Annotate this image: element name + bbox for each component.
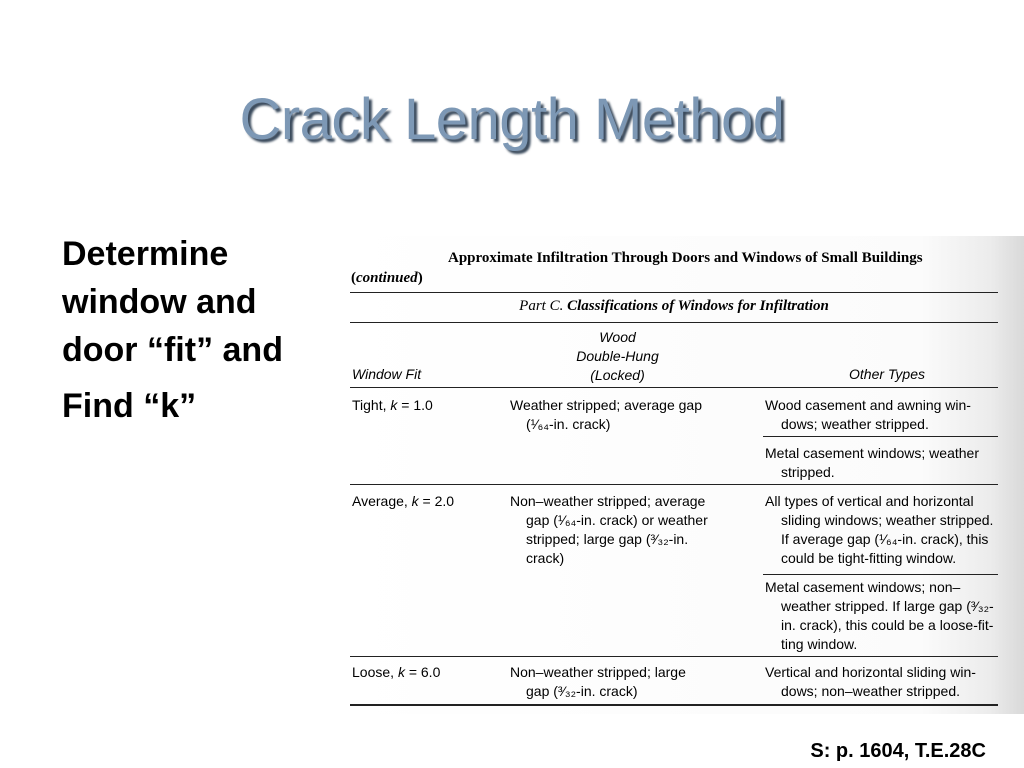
row-average-other-a: [765, 492, 997, 568]
bullet-line-4: Find “k”: [62, 387, 197, 425]
cell-line: Non–weather stripped; average: [510, 493, 706, 509]
bullet-line-2: window and: [62, 283, 257, 321]
table-rule-row: [350, 656, 998, 657]
fit-value: = 6.0: [404, 664, 441, 680]
table-rule-top: [350, 292, 998, 293]
header-wood-2: Double-Hung: [576, 348, 659, 364]
cell-line: could be tight-fitting window.: [781, 550, 957, 566]
cell-line: ting window.: [781, 636, 858, 652]
row-loose-other-a: [765, 663, 997, 701]
table-continued: (continued): [351, 270, 423, 286]
row-tight-wood: [510, 396, 755, 434]
cell-line: Non–weather stripped; large: [510, 664, 686, 680]
header-other-types: Other Types: [849, 366, 925, 382]
table-rule-row: [350, 484, 998, 485]
cell-line: sliding windows; weather stripped.: [781, 512, 994, 528]
cell-line: gap (¹⁄₆₄-in. crack) or weather: [526, 512, 708, 528]
table-rule-sub: [763, 574, 998, 575]
scanned-table: [340, 236, 1024, 714]
fit-value: = 1.0: [397, 397, 433, 413]
cell-line: dows; non–weather stripped.: [781, 683, 960, 699]
row-tight-other-a: [765, 396, 997, 434]
k-symbol: k: [397, 664, 405, 680]
row-average-wood: [510, 492, 755, 568]
cell-line: Metal casement windows; weather: [765, 445, 979, 461]
table-rule-sub: [763, 436, 998, 437]
cell-line: stripped; large gap (³⁄₃₂-in.: [526, 531, 689, 547]
cell-line: gap (³⁄₃₂-in. crack): [526, 683, 638, 699]
fit-label: Average,: [352, 493, 412, 509]
cell-line: All types of vertical and horizontal: [765, 493, 974, 509]
k-symbol: k: [390, 397, 398, 413]
header-window-fit: Window Fit: [352, 366, 422, 382]
fit-label: Loose,: [352, 664, 398, 680]
cell-line: in. crack), this could be a loose-fit-: [781, 617, 994, 633]
cell-line: If average gap (¹⁄₆₄-in. crack), this: [781, 531, 989, 547]
header-wood: [555, 328, 680, 385]
k-symbol: k: [411, 493, 419, 509]
source-citation: S: p. 1604, T.E.28C: [810, 740, 986, 762]
bullet-line-1: Determine: [62, 235, 229, 273]
row-average-fit: [352, 492, 502, 511]
row-average-other-b: [765, 578, 997, 654]
cell-line: crack): [526, 550, 565, 566]
row-loose-wood: [510, 663, 755, 701]
cell-line: Weather stripped; average gap: [510, 397, 702, 413]
cell-line: dows; weather stripped.: [781, 416, 929, 432]
cell-line: (¹⁄₆₄-in. crack): [526, 416, 611, 432]
part-rest: Classifications of Windows for Infiltration: [567, 298, 829, 314]
table-rule-part: [350, 322, 998, 323]
bullet-line-3: door “fit” and: [62, 331, 283, 369]
row-tight-fit: [352, 396, 502, 415]
continued-label: continued: [356, 270, 418, 286]
row-tight-other-b: [765, 444, 997, 482]
cell-line: Wood casement and awning win-: [765, 397, 971, 413]
fit-value: = 2.0: [418, 493, 455, 509]
part-lead: Part C.: [519, 298, 564, 314]
header-wood-3: (Locked): [590, 367, 645, 383]
bullet-text: [62, 230, 342, 430]
part-title: [350, 298, 998, 315]
table-rule-header: [350, 387, 998, 388]
fit-label: Tight,: [352, 397, 391, 413]
cell-line: Vertical and horizontal sliding win-: [765, 664, 976, 680]
table-title: Approximate Infiltration Through Doors and Windows of Small Buildings: [448, 250, 923, 266]
slide-title: Crack Length Method: [239, 87, 785, 152]
cell-line: Metal casement windows; non–: [765, 579, 961, 595]
cell-line: weather stripped. If large gap (³⁄₃₂-: [781, 598, 994, 614]
header-wood-1: Wood: [599, 329, 636, 345]
row-loose-fit: [352, 663, 502, 682]
table-rule-bottom: [350, 704, 998, 706]
cell-line: stripped.: [781, 464, 835, 480]
